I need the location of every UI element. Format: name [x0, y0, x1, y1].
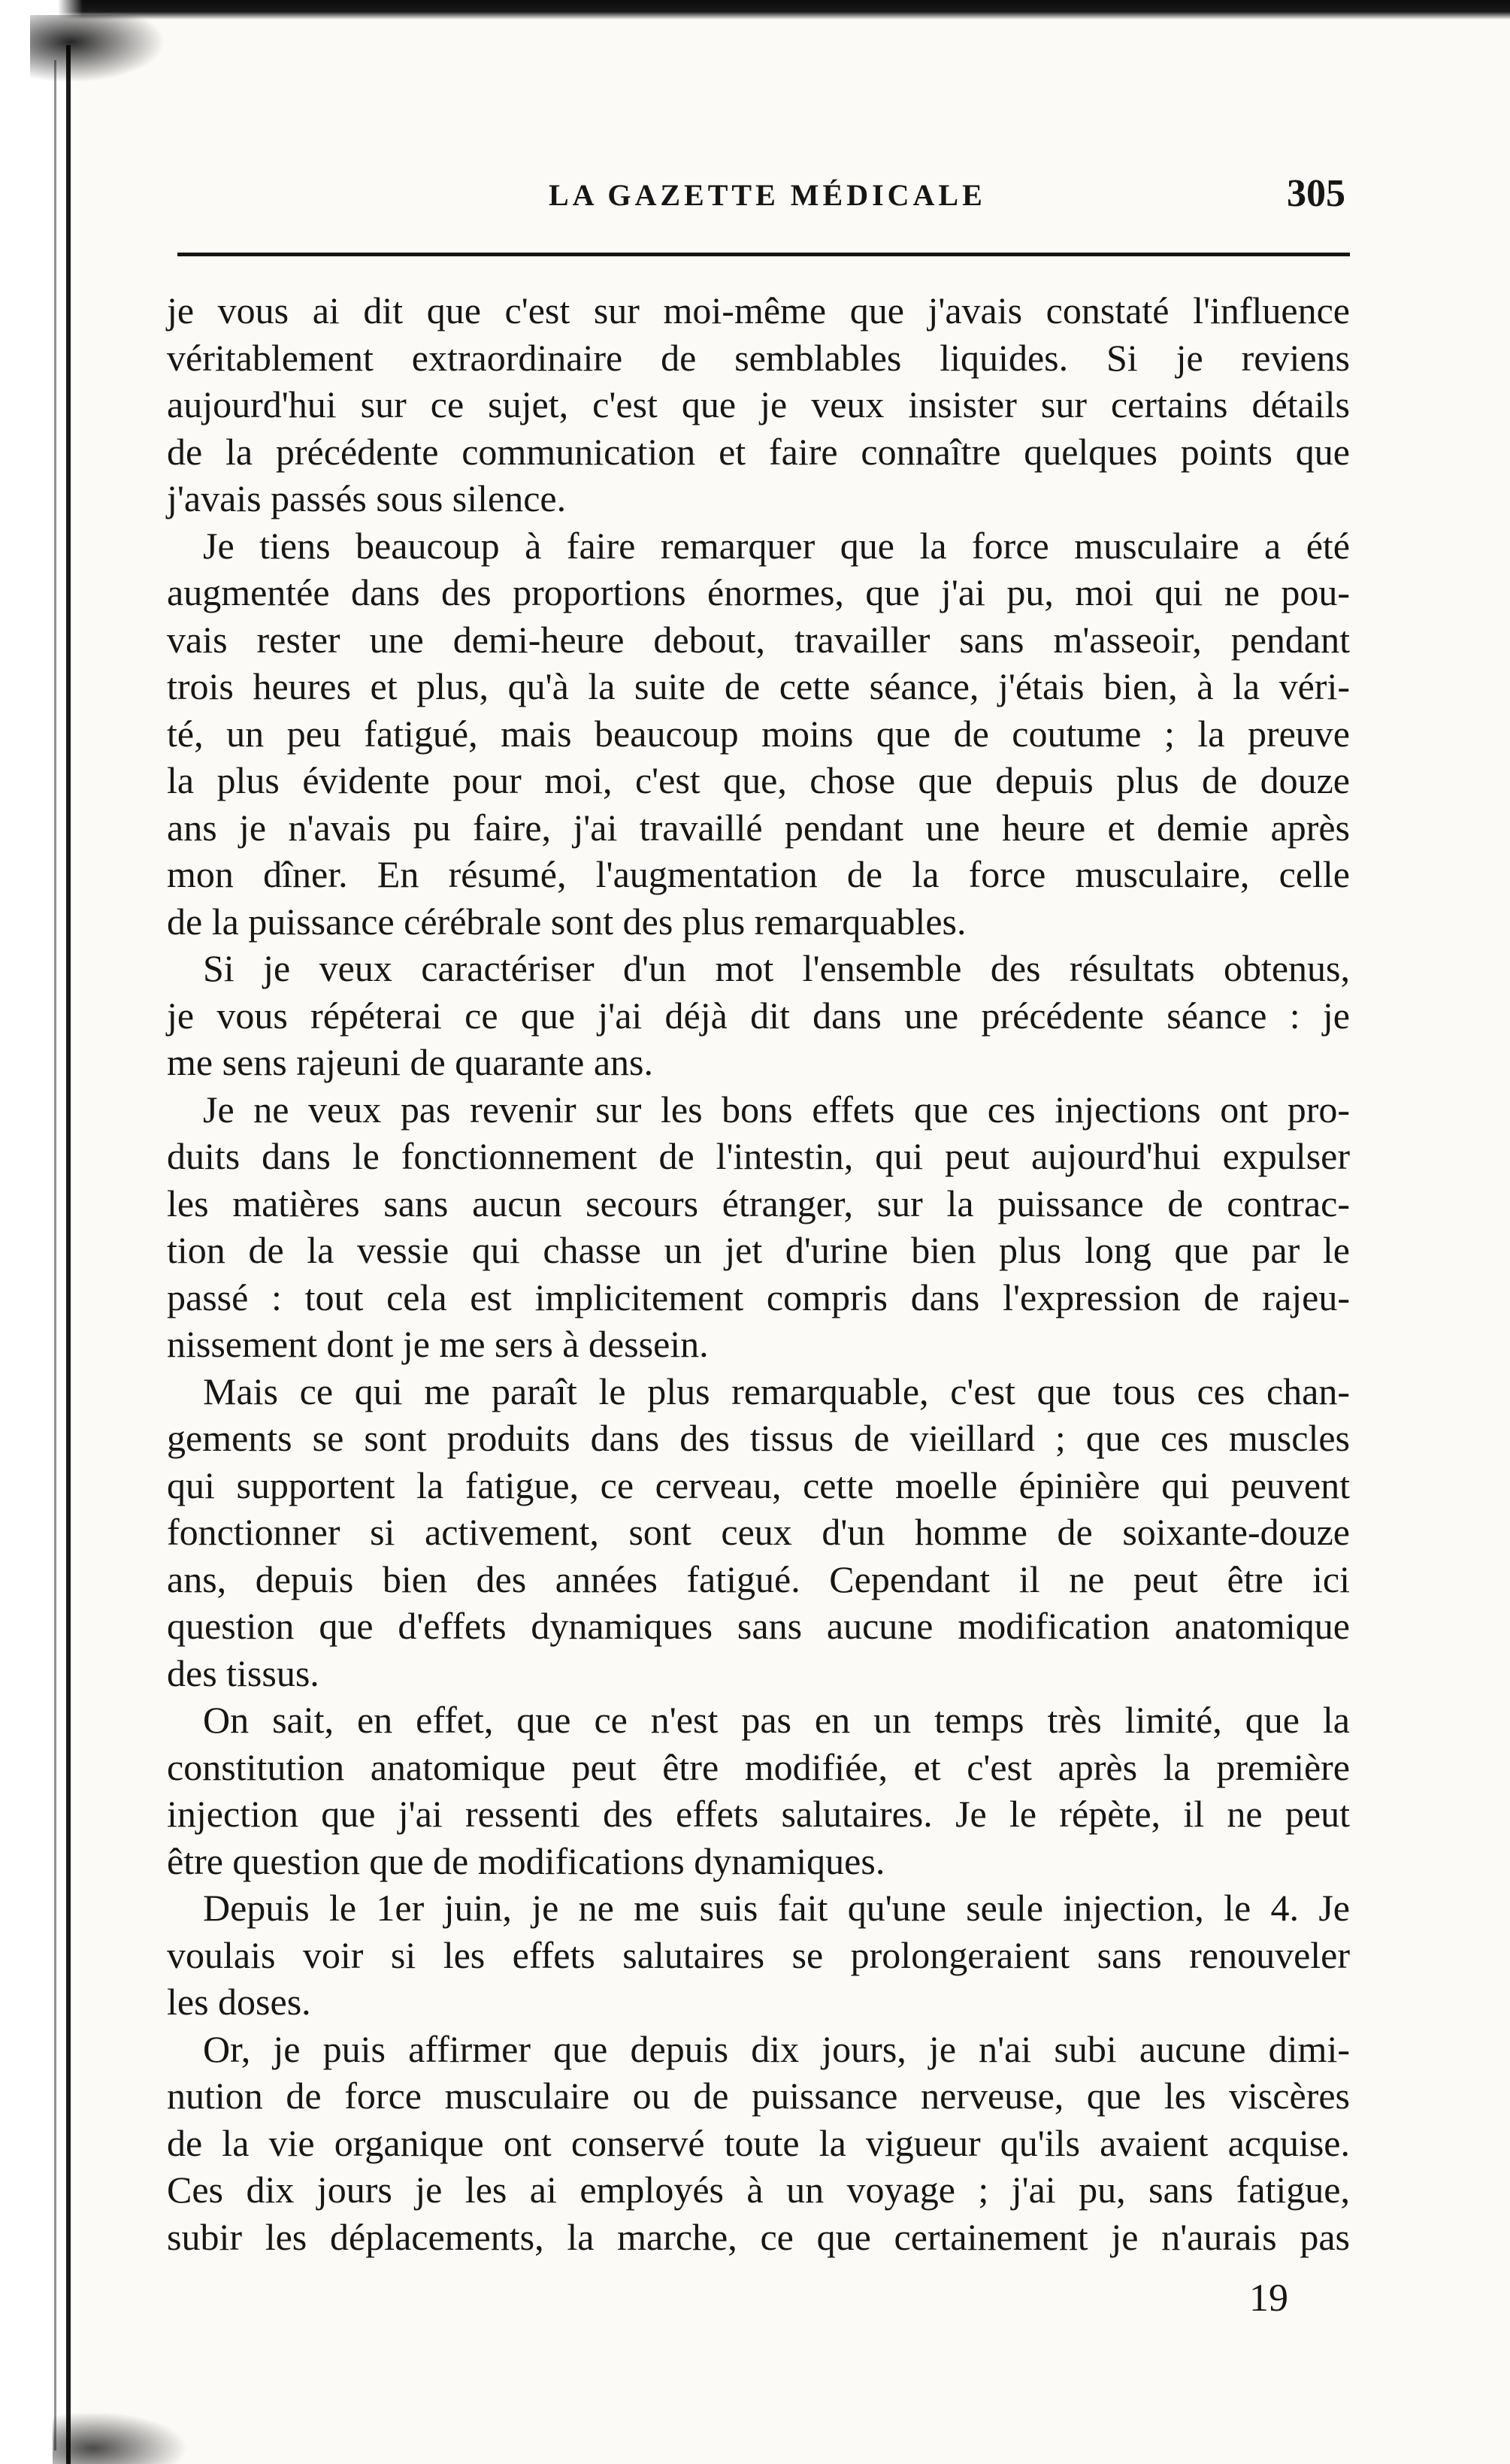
- text-line: augmentée dans des proportions énormes, que j'ai pu, moi qui ne pou-: [167, 571, 1350, 613]
- text-line: je vous répéterai ce que j'ai déjà dit dans une précédente séance : je: [167, 994, 1350, 1037]
- text-line: trois heures et plus, qu'à la suite de cette séance, j'étais bien, à la véri-: [167, 665, 1350, 707]
- binding-shadow-faint: [54, 60, 56, 2450]
- text-line: gements se sont produits dans des tissus de vieillard ; que ces muscles: [167, 1417, 1350, 1459]
- text-line: nution de force musculaire ou de puissance nerveuse, que les viscères: [167, 2075, 1350, 2117]
- page-number: 305: [1287, 172, 1345, 215]
- text-line: de la puissance cérébrale sont des plus remarquables.: [167, 900, 967, 943]
- body-text: [167, 287, 1350, 2260]
- text-line: les matières sans aucun secours étranger, sur la puissance de contrac-: [167, 1182, 1350, 1224]
- text-line: mon dîner. En résumé, l'augmentation de la force musculaire, celle: [167, 853, 1350, 895]
- text-line: ans, depuis bien des années fatigué. Cependant il ne peut être ici: [167, 1557, 1350, 1600]
- text-line: Mais ce qui me paraît le plus remarquable, c'est que tous ces chan-: [203, 1370, 1350, 1412]
- text-line: de la précédente communication et faire connaître quelques points que: [167, 430, 1350, 473]
- running-head: LA GAZETTE MÉDICALE: [549, 178, 986, 212]
- text-line: Je ne veux pas revenir sur les bons effets que ces injections ont pro-: [203, 1088, 1350, 1131]
- text-line: nissement dont je me sers à dessein.: [167, 1323, 709, 1365]
- bottom-smudge: [53, 2411, 188, 2464]
- text-line: vais rester une demi-heure debout, travailler sans m'asseoir, pendant: [167, 618, 1350, 661]
- signature-mark: 19: [1249, 2277, 1288, 2320]
- text-line: Or, je puis affirmer que depuis dix jours, je n'ai subi aucune dimi-: [203, 2027, 1350, 2070]
- text-line: subir les déplacements, la marche, ce que certainement je n'aurais pas: [167, 2215, 1350, 2258]
- text-line: passé : tout cela est implicitement compris dans l'expression de rajeu-: [167, 1276, 1350, 1318]
- text-line: les doses.: [167, 1981, 311, 2023]
- text-line: Depuis le 1er juin, je ne me suis fait qu'une seule injection, le 4. Je: [203, 1887, 1350, 1929]
- text-line: question que d'effets dynamiques sans aucune modification anatomique: [167, 1605, 1350, 1647]
- text-line: ans je n'avais pu faire, j'ai travaillé pendant une heure et demie après: [167, 806, 1350, 849]
- text-line: des tissus.: [167, 1651, 319, 1694]
- binding-shadow: [66, 45, 71, 2464]
- text-line: me sens rajeuni de quarante ans.: [167, 1041, 653, 1083]
- text-line: qui supportent la fatigue, ce cerveau, cette moelle épinière qui peuvent: [167, 1464, 1350, 1506]
- text-line: constitution anatomique peut être modifiée, et c'est après la première: [167, 1745, 1350, 1788]
- text-line: Si je veux caractériser d'un mot l'ensemble des résultats obtenus,: [203, 947, 1350, 989]
- text-line: véritablement extraordinaire de semblables liquides. Si je reviens: [167, 336, 1350, 379]
- text-line: té, un peu fatigué, mais beaucoup moins que de coutume ; la preuve: [167, 712, 1350, 755]
- text-line: de la vie organique ont conservé toute la vigueur qu'ils avaient acquise.: [167, 2121, 1350, 2164]
- text-line: tion de la vessie qui chasse un jet d'urine bien plus long que par le: [167, 1229, 1350, 1271]
- text-line: j'avais passés sous silence.: [167, 477, 567, 519]
- text-line: On sait, en effet, que ce n'est pas en un temps très limité, que la: [203, 1699, 1350, 1741]
- corner-smudge: [30, 15, 165, 83]
- text-line: fonctionner si activement, sont ceux d'un homme de soixante-douze: [167, 1511, 1350, 1553]
- text-line: être question que de modifications dynamiques.: [167, 1839, 885, 1882]
- text-line: la plus évidente pour moi, c'est que, chose que depuis plus de douze: [167, 759, 1350, 801]
- text-line: injection que j'ai ressenti des effets salutaires. Je le répète, il ne peut: [167, 1793, 1350, 1835]
- text-line: je vous ai dit que c'est sur moi-même que j'avais constaté l'influence: [167, 289, 1350, 331]
- text-line: Je tiens beaucoup à faire remarquer que la force musculaire a été: [203, 524, 1350, 567]
- text-line: Ces dix jours je les ai employés à un voyage ; j'ai pu, sans fatigue,: [167, 2169, 1350, 2211]
- text-line: voulais voir si les effets salutaires se prolongeraient sans renouveler: [167, 1933, 1350, 1976]
- scan-edge-top: [0, 0, 1510, 20]
- text-line: aujourd'hui sur ce sujet, c'est que je veux insister sur certains détails: [167, 383, 1350, 425]
- page-header: [165, 171, 1345, 224]
- header-rule: [177, 253, 1350, 256]
- text-line: duits dans le fonctionnement de l'intestin, qui peut aujourd'hui expulser: [167, 1135, 1350, 1177]
